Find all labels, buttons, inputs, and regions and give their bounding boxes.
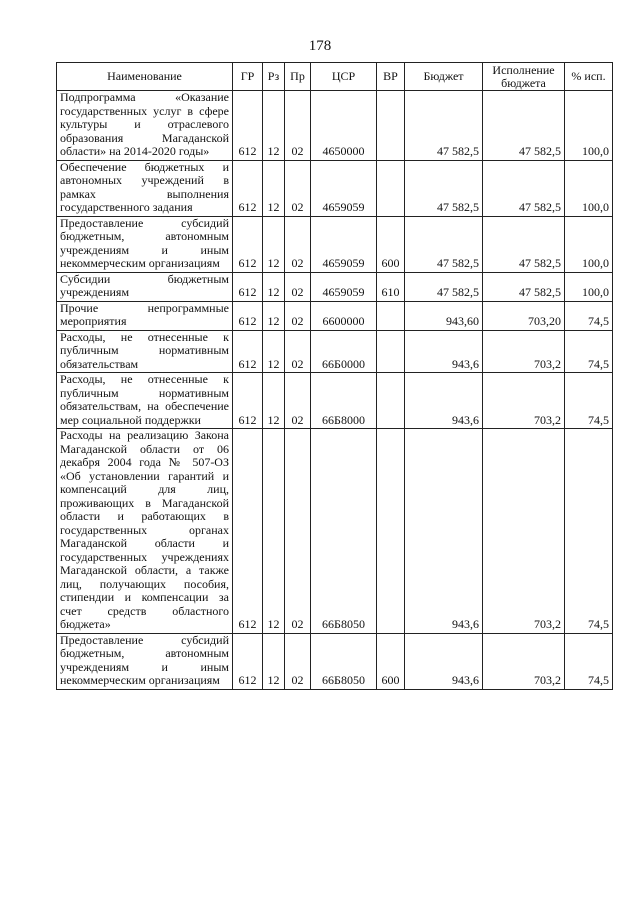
row-percent: 74,5 (565, 301, 613, 330)
row-csr: 4650000 (311, 91, 377, 161)
row-budget: 47 582,5 (405, 91, 483, 161)
row-gr: 612 (233, 373, 263, 429)
row-execution: 47 582,5 (483, 272, 565, 301)
row-budget: 47 582,5 (405, 216, 483, 272)
table-row (57, 429, 613, 634)
table-header (57, 63, 613, 91)
page-number: 178 (308, 38, 332, 54)
row-pr: 02 (285, 301, 311, 330)
row-execution: 703,2 (483, 373, 565, 429)
row-name: Предоставление субсидий бюджетным, автономным учреждениям и иным некоммерческим организациям (57, 216, 233, 272)
col-header-pr: Пр (285, 63, 311, 91)
table-body (57, 91, 613, 690)
table-row (57, 301, 613, 330)
row-budget: 943,60 (405, 301, 483, 330)
row-gr: 612 (233, 429, 263, 634)
row-vr (377, 373, 405, 429)
row-name: Подпрограмма «Оказание государственных услуг в сфере культуры и отраслевого образования Магаданской области» на 2014-2020 годы» (57, 91, 233, 161)
row-csr: 4659059 (311, 216, 377, 272)
row-vr (377, 330, 405, 373)
row-execution: 703,2 (483, 633, 565, 689)
col-header-percent: % исп. (565, 63, 613, 91)
row-pr: 02 (285, 160, 311, 216)
row-name: Расходы, не отнесенные к публичным нормативным обязательствам, на обеспечение мер социальной поддержки (57, 373, 233, 429)
row-csr: 66Б8050 (311, 633, 377, 689)
row-pr: 02 (285, 91, 311, 161)
row-pr: 02 (285, 330, 311, 373)
row-rz: 12 (263, 91, 285, 161)
row-budget: 943,6 (405, 633, 483, 689)
table-row (57, 373, 613, 429)
col-header-gr: ГР (233, 63, 263, 91)
row-name: Расходы, не отнесенные к публичным нормативным обязательствам (57, 330, 233, 373)
row-percent: 74,5 (565, 330, 613, 373)
row-csr: 4659059 (311, 272, 377, 301)
row-name: Обеспечение бюджетных и автономных учреждений в рамках выполнения государственного задания (57, 160, 233, 216)
row-rz: 12 (263, 429, 285, 634)
table-row (57, 160, 613, 216)
row-rz: 12 (263, 633, 285, 689)
row-csr: 4659059 (311, 160, 377, 216)
row-vr (377, 160, 405, 216)
row-percent: 100,0 (565, 216, 613, 272)
row-percent: 74,5 (565, 373, 613, 429)
row-rz: 12 (263, 330, 285, 373)
row-name: Прочие непрограммные мероприятия (57, 301, 233, 330)
row-gr: 612 (233, 301, 263, 330)
row-gr: 612 (233, 91, 263, 161)
row-gr: 612 (233, 216, 263, 272)
row-name: Расходы на реализацию Закона Магаданской области от 06 декабря 2004 года № 507-ОЗ «Об установлении гарантий и компенсаций для лиц, проживающих в Магаданской области и работающих в государственных органах Магаданской области и государственных учреждениях Магаданской области, а также лиц, получающих пособия, стипендии и компенсации за счет средств областного бюджета» (57, 429, 233, 634)
row-rz: 12 (263, 272, 285, 301)
budget-table (56, 62, 613, 690)
row-gr: 612 (233, 272, 263, 301)
row-execution: 47 582,5 (483, 91, 565, 161)
row-rz: 12 (263, 373, 285, 429)
row-pr: 02 (285, 429, 311, 634)
row-percent: 100,0 (565, 91, 613, 161)
table-row (57, 91, 613, 161)
row-execution: 703,20 (483, 301, 565, 330)
table-row (57, 633, 613, 689)
row-budget: 47 582,5 (405, 160, 483, 216)
row-percent: 74,5 (565, 429, 613, 634)
row-percent: 100,0 (565, 160, 613, 216)
row-percent: 74,5 (565, 633, 613, 689)
row-budget: 943,6 (405, 330, 483, 373)
row-rz: 12 (263, 160, 285, 216)
row-rz: 12 (263, 216, 285, 272)
row-csr: 66Б0000 (311, 330, 377, 373)
header-row (57, 63, 613, 91)
table-row (57, 216, 613, 272)
row-name: Предоставление субсидий бюджетным, автономным учреждениям и иным некоммерческим организациям (57, 633, 233, 689)
row-budget: 943,6 (405, 373, 483, 429)
row-budget: 47 582,5 (405, 272, 483, 301)
row-pr: 02 (285, 633, 311, 689)
col-header-rz: Рз (263, 63, 285, 91)
row-csr: 6600000 (311, 301, 377, 330)
row-csr: 66Б8050 (311, 429, 377, 634)
row-execution: 47 582,5 (483, 160, 565, 216)
row-pr: 02 (285, 373, 311, 429)
col-header-name: Наименование (57, 63, 233, 91)
row-vr: 600 (377, 633, 405, 689)
row-pr: 02 (285, 216, 311, 272)
col-header-execution: Исполнение бюджета (483, 63, 565, 91)
row-csr: 66Б8000 (311, 373, 377, 429)
table-row (57, 330, 613, 373)
table-row (57, 272, 613, 301)
col-header-vr: ВР (377, 63, 405, 91)
row-vr (377, 91, 405, 161)
row-name: Субсидии бюджетным учреждениям (57, 272, 233, 301)
row-gr: 612 (233, 633, 263, 689)
row-execution: 47 582,5 (483, 216, 565, 272)
row-vr: 600 (377, 216, 405, 272)
row-gr: 612 (233, 160, 263, 216)
row-gr: 612 (233, 330, 263, 373)
row-execution: 703,2 (483, 330, 565, 373)
row-vr (377, 301, 405, 330)
col-header-csr: ЦСР (311, 63, 377, 91)
row-vr (377, 429, 405, 634)
row-percent: 100,0 (565, 272, 613, 301)
row-pr: 02 (285, 272, 311, 301)
row-vr: 610 (377, 272, 405, 301)
row-execution: 703,2 (483, 429, 565, 634)
row-budget: 943,6 (405, 429, 483, 634)
row-rz: 12 (263, 301, 285, 330)
col-header-budget: Бюджет (405, 63, 483, 91)
